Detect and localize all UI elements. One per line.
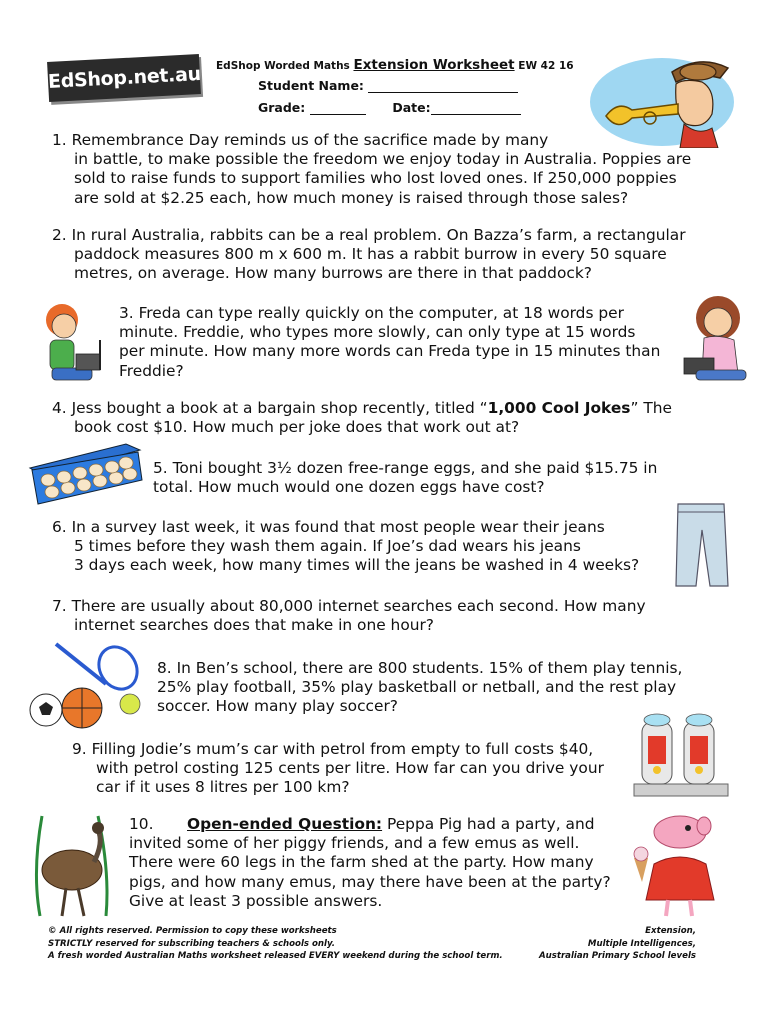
question-10-number: 10. [129,815,154,833]
petrol-pumps-illustration [630,706,730,798]
question-3-line: per minute. How many more words can Freda type in 15 minutes than [119,342,661,361]
grade-label: Grade: [258,100,306,115]
student-name-field[interactable] [368,80,518,93]
peppa-pig-illustration [628,812,724,918]
question-5-line: total. How much would one dozen eggs have cost? [153,478,545,497]
question-2-line: metres, on average. How many burrows are there in that paddock? [74,264,592,283]
student-name-row [258,78,518,93]
footer-left-line: STRICTLY reserved for subscribing teachers & schools only. [48,938,336,949]
question-5-line: 5. Toni bought 3½ dozen free-range eggs, and she paid $15.75 in [153,459,658,477]
question-8 [157,659,682,717]
question-3 [119,304,660,381]
question-10-line1 [129,815,611,834]
question-10-line: There were 60 legs in the farm shed at the party. How many [129,853,594,872]
question-1 [52,131,691,208]
question-4 [52,399,672,437]
footer-right-line: Multiple Intelligences, [587,938,696,949]
question-1-line: sold to raise funds to support families who lost loved ones. If 250,000 poppies [74,169,677,188]
question-3-line: 3. Freda can type really quickly on the computer, at 18 words per [119,304,624,322]
footer-right-line: Extension, [645,926,696,936]
boy-typing-illustration [36,300,108,390]
question-9-line: 9. Filling Jodie’s mum’s car with petrol from empty to full costs $40, [72,740,594,758]
date-field[interactable] [431,102,521,115]
worksheet-code: EW 42 16 [518,60,574,72]
title-prefix: EdShop Worded Maths [216,60,350,72]
question-4-text-b: ” The [630,399,672,417]
title-main: Extension Worksheet [353,57,515,73]
date-label: Date: [392,100,431,115]
question-6-line: 6. In a survey last week, it was found that most people wear their jeans [52,518,605,536]
question-7 [52,597,646,635]
edshop-logo: EdShop.net.au [47,54,201,102]
question-2-line: 2. In rural Australia, rabbits can be a real problem. On Bazza’s farm, a rectangular [52,226,686,244]
question-6 [52,518,639,576]
question-10 [129,815,611,911]
question-7-line: 7. There are usually about 80,000 internet searches each second. How many [52,597,646,615]
footer-levels [520,925,696,963]
question-10-line: invited some of her piggy friends, and a few emus as well. [129,834,580,853]
question-7-line: internet searches does that make in one hour? [74,616,434,635]
emu-illustration [28,812,120,918]
book-title: 1,000 Cool Jokes [487,399,631,417]
question-10-line: pigs, and how many emus, may there have been at the party? [129,872,611,891]
question-10-line: Give at least 3 possible answers. [129,891,383,910]
question-1-line: 1. Remembrance Day reminds us of the sacrifice made by many [52,131,549,149]
jeans-illustration [670,500,732,588]
worksheet-title [216,57,574,73]
question-6-line: 5 times before they wash them again. If Joe’s dad wears his jeans [74,537,581,556]
question-2-line: paddock measures 800 m x 600 m. It has a rabbit burrow in every 50 square [74,245,667,264]
question-10-text: Peppa Pig had a party, and [382,815,595,833]
question-8-line: soccer. How many play soccer? [157,697,398,716]
sports-balls-illustration [26,640,150,732]
footer-left-line: A fresh worded Australian Maths worksheet released EVERY weekend during the school term. [48,951,503,961]
question-8-line: 25% play football, 35% play basketball or netball, and the rest play [157,678,677,697]
question-4-text-a: 4. Jess bought a book at a bargain shop recently, titled “ [52,399,488,417]
student-name-label: Student Name: [258,78,364,93]
grade-field[interactable] [310,102,366,115]
question-9-line: with petrol costing 125 cents per litre. How far can you drive your [96,759,604,778]
question-1-line: are sold at $2.25 each, how much money is raised through those sales? [74,188,629,207]
question-3-line: Freddie? [119,361,184,380]
question-4-line1 [52,399,672,418]
question-2 [52,226,686,284]
question-9 [72,740,604,798]
footer-right-line: Australian Primary School levels [538,951,696,961]
open-ended-label: Open-ended Question: [187,815,383,833]
egg-carton-illustration [26,440,144,512]
footer-left-line: © All rights reserved. Permission to copy these worksheets [48,926,337,936]
question-5 [153,459,657,497]
grade-date-row [258,100,521,115]
girl-typing-illustration [676,292,752,384]
question-4-line: book cost $10. How much per joke does that work out at? [74,418,520,437]
question-6-line: 3 days each week, how many times will the jeans be washed in 4 weeks? [74,556,640,575]
question-3-line: minute. Freddie, who types more slowly, can only type at 15 words [119,323,636,342]
question-9-line: car if it uses 8 litres per 100 km? [96,778,350,797]
footer-copyright [48,925,503,963]
question-8-line: 8. In Ben’s school, there are 800 students. 15% of them play tennis, [157,659,683,677]
question-1-line: in battle, to make possible the freedom we enjoy today in Australia. Poppies are [74,150,692,169]
